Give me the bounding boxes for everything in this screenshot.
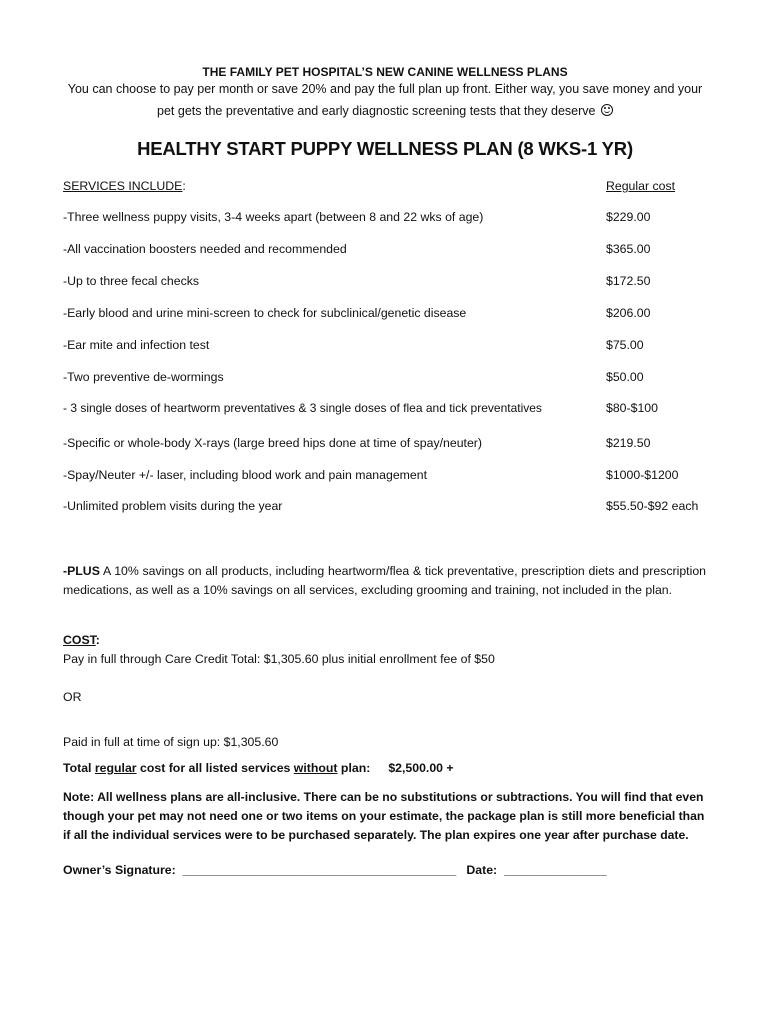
- service-name: -Two preventive de-wormings: [63, 370, 224, 384]
- note-line-2: though your pet may not need one or two items on your estimate, the package plan is still more beneficial than: [63, 809, 705, 823]
- service-cost: $50.00: [606, 370, 644, 384]
- service-name: -Three wellness puppy visits, 3-4 weeks apart (between 8 and 22 wks of age): [63, 210, 484, 224]
- cost-option-paid-in-full: Paid in full at time of sign up: $1,305.60: [63, 735, 279, 749]
- service-cost: $219.50: [606, 436, 651, 450]
- plan-title: HEALTHY START PUPPY WELLNESS PLAN (8 WKS-1 YR): [137, 138, 633, 159]
- note-line-3: if all the individual services were to be purchased separately. The plan expires one year after purchase date.: [63, 828, 689, 842]
- signature-line: [63, 863, 607, 877]
- plus-savings-paragraph: [63, 562, 706, 600]
- cost-heading-colon: :: [95, 633, 100, 647]
- total-regular: regular: [94, 761, 137, 775]
- service-row: [63, 242, 713, 260]
- owner-signature-blank[interactable]: ________________________________________: [182, 863, 457, 877]
- total-without: without: [293, 761, 338, 775]
- services-heading: [63, 179, 186, 193]
- note-paragraph: [63, 788, 708, 845]
- services-heading-colon: :: [182, 179, 186, 193]
- intro-line-1: You can choose to pay per month or save 20% and pay the full plan up front. Either way, you save money and your: [67, 82, 703, 96]
- service-cost: $365.00: [606, 242, 651, 256]
- cost-or-divider: OR: [63, 690, 82, 704]
- service-cost: $206.00: [606, 306, 651, 320]
- document-title: THE FAMILY PET HOSPITAL’S NEW CANINE WELLNESS PLANS: [202, 65, 568, 79]
- regular-cost-heading: Regular cost: [606, 179, 676, 193]
- service-cost: $1000-$1200: [606, 468, 679, 482]
- service-row: [63, 499, 713, 517]
- service-row: [63, 210, 713, 228]
- service-cost: $55.50-$92 each: [606, 499, 699, 513]
- intro-line-2: [0, 104, 770, 118]
- service-cost: $172.50: [606, 274, 651, 288]
- cost-heading-text: COST: [63, 633, 96, 647]
- total-part2: cost for all listed services: [136, 761, 294, 775]
- plus-text: A 10% savings on all products, including heartworm/flea & tick preventative, prescription diets and prescription medications, as well as a 10% savings on all services, excluding grooming and training, not included in the plan.: [63, 564, 706, 597]
- service-name: -Spay/Neuter +/- laser, including blood work and pain management: [63, 468, 427, 482]
- date-blank[interactable]: _______________: [504, 863, 607, 877]
- service-row: [63, 370, 713, 388]
- service-name: -Unlimited problem visits during the year: [63, 499, 283, 513]
- total-regular-cost-line: [63, 761, 454, 775]
- service-cost: $229.00: [606, 210, 651, 224]
- owner-signature-label: Owner’s Signature:: [63, 863, 176, 877]
- intro-line-2-text: pet gets the preventative and early diagnostic screening tests that they deserve: [157, 104, 596, 118]
- total-part3: plan:: [337, 761, 371, 775]
- total-amount: $2,500.00 +: [388, 761, 454, 775]
- service-cost: $75.00: [606, 338, 644, 352]
- cost-option-care-credit: Pay in full through Care Credit Total: $1,305.60 plus initial enrollment fee of $50: [63, 652, 495, 666]
- services-header-row: [63, 179, 713, 197]
- service-name: -Early blood and urine mini-screen to check for subclinical/genetic disease: [63, 306, 467, 320]
- total-part1: Total: [63, 761, 95, 775]
- service-cost: $80-$100: [606, 401, 658, 415]
- service-name: -Specific or whole-body X-rays (large breed hips done at time of spay/neuter): [63, 436, 482, 450]
- service-row: [63, 468, 713, 486]
- service-row: [63, 338, 713, 356]
- services-heading-text: SERVICES INCLUDE: [63, 179, 183, 193]
- service-row: [63, 274, 713, 292]
- service-name: -All vaccination boosters needed and recommended: [63, 242, 347, 256]
- service-name: - 3 single doses of heartworm preventatives & 3 single doses of flea and tick preventatives: [63, 401, 542, 415]
- cost-heading: [63, 633, 100, 647]
- service-row: [63, 401, 713, 419]
- note-line-1: Note: All wellness plans are all-inclusive. There can be no substitutions or subtractions. You will find that even: [63, 790, 704, 804]
- date-label: Date:: [466, 863, 498, 877]
- smiley-face-icon: [601, 104, 613, 116]
- service-name: -Ear mite and infection test: [63, 338, 210, 352]
- plus-lead: -PLUS: [63, 564, 100, 578]
- service-name: -Up to three fecal checks: [63, 274, 200, 288]
- service-row: [63, 306, 713, 324]
- service-row: [63, 436, 713, 454]
